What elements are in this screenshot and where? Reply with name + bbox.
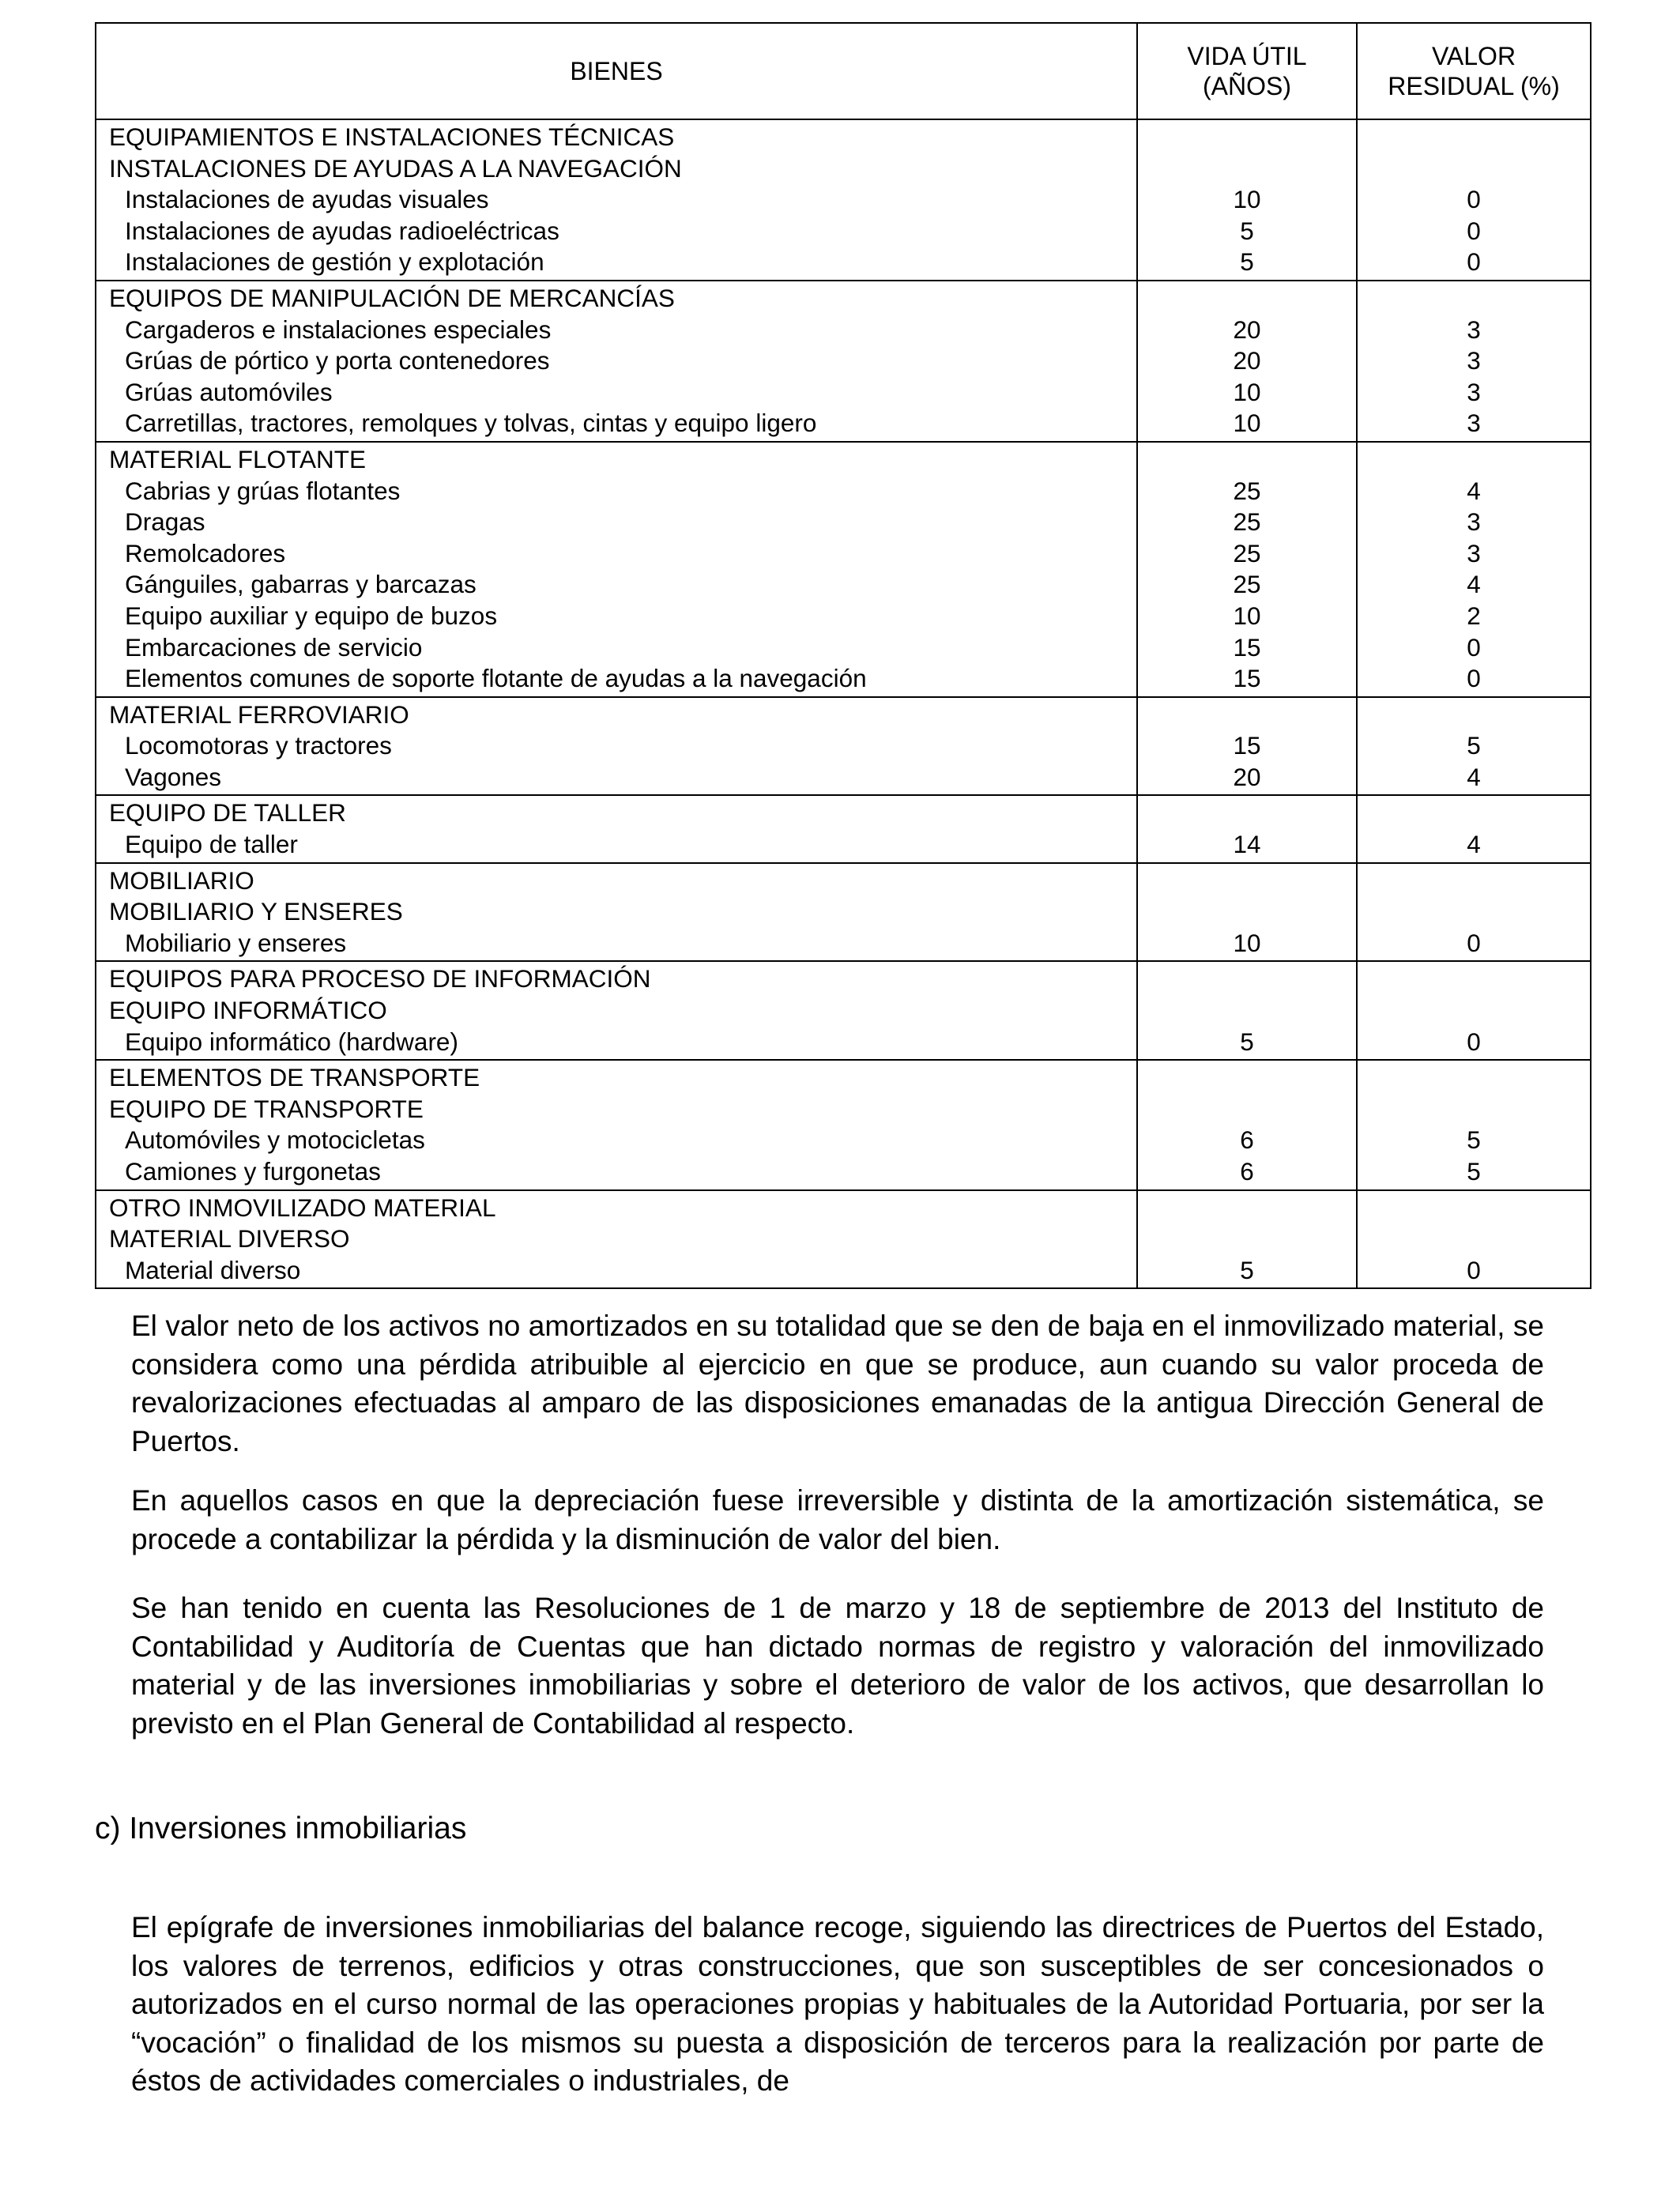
cell-vida-util [1137, 281, 1357, 442]
header-vida-util-line1: VIDA ÚTIL [1187, 42, 1307, 70]
cell-vida-util [1137, 442, 1357, 697]
valor-residual-value [1358, 699, 1590, 731]
cell-valor-residual [1357, 1190, 1591, 1289]
cell-vida-util [1137, 119, 1357, 281]
vida-util-value: 6 [1240, 1125, 1254, 1155]
vida-util-value: 5 [1240, 247, 1254, 277]
valor-residual-value: 4 [1467, 570, 1481, 599]
valor-residual-value: 3 [1467, 538, 1481, 567]
vida-util-value: 15 [1233, 632, 1261, 662]
valor-residual-value: 3 [1467, 377, 1481, 406]
vida-util-value: 15 [1233, 731, 1261, 760]
valor-residual-value: 0 [1467, 632, 1481, 662]
vida-util-value: 25 [1233, 570, 1261, 599]
paragraph-depreciacion: En aquellos casos en que la depreciación fuese irreversible y distinta de la amortización sistemática, se procede a contabilizar la pérdida y la disminución de valor del bien. [131, 1484, 1544, 1555]
valor-residual-value: 0 [1467, 1255, 1481, 1284]
vida-util-value [1138, 1223, 1356, 1255]
vida-util-value [1138, 444, 1356, 476]
valor-residual-value [1358, 153, 1590, 185]
vida-util-value: 5 [1240, 216, 1254, 245]
valor-residual-value [1358, 122, 1590, 153]
asset-item-label: Equipo auxiliar y equipo de buzos [125, 601, 498, 630]
table-body [96, 119, 1591, 1288]
asset-category-label: EQUIPOS DE MANIPULACIÓN DE MERCANCÍAS [109, 283, 675, 312]
asset-item-label: Grúas automóviles [125, 377, 333, 406]
asset-item-label: Instalaciones de ayudas radioeléctricas [125, 216, 559, 245]
header-valor-residual [1357, 23, 1591, 119]
asset-category-label: EQUIPO INFORMÁTICO [109, 996, 387, 1025]
header-bienes: BIENES [96, 23, 1137, 119]
valor-residual-value [1358, 865, 1590, 897]
cell-vida-util [1137, 795, 1357, 862]
vida-util-value: 20 [1233, 762, 1261, 791]
asset-item-label: Equipo informático (hardware) [125, 1027, 458, 1056]
valor-residual-value [1358, 444, 1590, 476]
asset-item-label: Cargaderos e instalaciones especiales [125, 315, 552, 344]
valor-residual-value: 5 [1467, 731, 1481, 760]
vida-util-value: 20 [1233, 315, 1261, 344]
vida-util-value: 5 [1240, 1255, 1254, 1284]
valor-residual-value [1358, 797, 1590, 829]
valor-residual-value: 3 [1467, 507, 1481, 537]
cell-valor-residual [1357, 795, 1591, 862]
valor-residual-value: 4 [1467, 830, 1481, 859]
useful-life-table [95, 22, 1591, 1289]
cell-valor-residual [1357, 697, 1591, 796]
header-valor-residual-line1: VALOR [1431, 42, 1516, 70]
vida-util-value: 25 [1233, 538, 1261, 567]
valor-residual-value [1358, 1094, 1590, 1125]
asset-item-label: Vagones [125, 762, 222, 791]
table-group-row [96, 961, 1591, 1060]
cell-valor-residual [1357, 863, 1591, 962]
asset-category-label: EQUIPO DE TRANSPORTE [109, 1094, 424, 1123]
vida-util-value [1138, 283, 1356, 315]
vida-util-value [1138, 865, 1356, 897]
valor-residual-value [1358, 963, 1590, 995]
vida-util-value: 10 [1233, 928, 1261, 957]
cell-valor-residual [1357, 961, 1591, 1060]
asset-item-label: Locomotoras y tractores [125, 731, 392, 760]
vida-util-value: 25 [1233, 476, 1261, 505]
vida-util-value [1138, 1062, 1356, 1094]
valor-residual-value: 5 [1467, 1125, 1481, 1155]
asset-category-label: EQUIPO DE TALLER [109, 798, 346, 827]
valor-residual-value: 0 [1467, 664, 1481, 693]
valor-residual-value: 4 [1467, 762, 1481, 791]
valor-residual-value: 4 [1467, 476, 1481, 505]
cell-bienes [96, 795, 1137, 862]
asset-category-label: EQUIPOS PARA PROCESO DE INFORMACIÓN [109, 964, 651, 993]
asset-item-label: Camiones y furgonetas [125, 1157, 381, 1186]
vida-util-value: 14 [1233, 830, 1261, 859]
asset-category-label: MOBILIARIO Y ENSERES [109, 897, 403, 926]
table-group-row [96, 281, 1591, 442]
cell-bienes [96, 961, 1137, 1060]
vida-util-value: 25 [1233, 507, 1261, 537]
cell-bienes [96, 697, 1137, 796]
asset-category-label: MATERIAL FLOTANTE [109, 444, 366, 473]
cell-vida-util [1137, 961, 1357, 1060]
cell-vida-util [1137, 863, 1357, 962]
section-heading-inversiones: c) Inversiones inmobiliarias [95, 1811, 467, 1845]
paragraph-resoluciones: Se han tenido en cuenta las Resoluciones de 1 de marzo y 18 de septiembre de 2013 del Instituto de Contabilidad y Auditoría de Cuentas que han dictado normas de registro y valoración del inmovilizado material y de las inversiones inmobiliarias y sobre el deterioro de valor de los activos, que desarrollan lo previsto en el Plan General de Contabilidad al respecto. [131, 1592, 1544, 1740]
valor-residual-value: 0 [1467, 216, 1481, 245]
vida-util-value [1138, 896, 1356, 928]
table-group-row [96, 442, 1591, 697]
vida-util-value [1138, 963, 1356, 995]
asset-item-label: Material diverso [125, 1255, 301, 1284]
vida-util-value [1138, 122, 1356, 153]
cell-bienes [96, 119, 1137, 281]
valor-residual-value: 3 [1467, 409, 1481, 438]
cell-bienes [96, 442, 1137, 697]
asset-category-label: INSTALACIONES DE AYUDAS A LA NAVEGACIÓN [109, 153, 682, 183]
asset-category-label: MATERIAL DIVERSO [109, 1224, 350, 1253]
asset-item-label: Automóviles y motocicletas [125, 1125, 425, 1155]
asset-item-label: Cabrias y grúas flotantes [125, 476, 401, 505]
vida-util-value [1138, 699, 1356, 731]
cell-valor-residual [1357, 442, 1591, 697]
vida-util-value [1138, 1193, 1356, 1224]
vida-util-value [1138, 797, 1356, 829]
asset-item-label: Embarcaciones de servicio [125, 632, 423, 662]
cell-bienes [96, 1190, 1137, 1289]
asset-item-label: Mobiliario y enseres [125, 928, 347, 957]
paragraph-baja-activos: El valor neto de los activos no amortizados en su totalidad que se den de baja en el inmovilizado material, se considera como una pérdida atribuible al ejercicio en que se produce, aun cuando su valor proceda de revalorizaciones efectuadas al amparo de las disposiciones emanadas de la antigua Dirección General de Puertos. [131, 1310, 1544, 1457]
valor-residual-value: 2 [1467, 601, 1481, 630]
valor-residual-value [1358, 1193, 1590, 1224]
asset-item-label: Instalaciones de ayudas visuales [125, 185, 489, 214]
table-group-row [96, 1060, 1591, 1189]
vida-util-value [1138, 153, 1356, 185]
table-group-row [96, 119, 1591, 281]
cell-vida-util [1137, 1060, 1357, 1189]
vida-util-value: 10 [1233, 377, 1261, 406]
paragraph-inversiones-inmobiliarias: El epígrafe de inversiones inmobiliarias del balance recoge, siguiendo las directrices de Puertos del Estado, los valores de terrenos, edificios y otras construcciones, que son susceptibles de ser concesionados o autorizados en el curso normal de las operaciones propias y habituales de la Autoridad Portuaria, por ser la “vocación” o finalidad de los mismos su puesta a disposición de terceros para la realización por parte de éstos de actividades comerciales o industriales, de [131, 1911, 1544, 2097]
valor-residual-value: 0 [1467, 185, 1481, 214]
asset-item-label: Carretillas, tractores, remolques y tolvas, cintas y equipo ligero [125, 409, 817, 438]
cell-bienes [96, 1060, 1137, 1189]
header-vida-util-line2: (AÑOS) [1203, 72, 1291, 100]
asset-item-label: Elementos comunes de soporte flotante de ayudas a la navegación [125, 664, 867, 693]
valor-residual-value [1358, 283, 1590, 315]
table-header-row [96, 23, 1591, 119]
valor-residual-value [1358, 1062, 1590, 1094]
valor-residual-value: 0 [1467, 928, 1481, 957]
valor-residual-value: 3 [1467, 315, 1481, 344]
asset-item-label: Equipo de taller [125, 830, 298, 859]
cell-bienes [96, 281, 1137, 442]
cell-bienes [96, 863, 1137, 962]
cell-vida-util [1137, 1190, 1357, 1289]
vida-util-value: 5 [1240, 1027, 1254, 1056]
header-valor-residual-line2: RESIDUAL (%) [1388, 72, 1560, 100]
asset-item-label: Remolcadores [125, 538, 286, 567]
vida-util-value: 20 [1233, 346, 1261, 375]
vida-util-value: 10 [1233, 409, 1261, 438]
vida-util-value [1138, 1094, 1356, 1125]
table-group-row [96, 1190, 1591, 1289]
asset-item-label: Instalaciones de gestión y explotación [125, 247, 544, 277]
vida-util-value [1138, 995, 1356, 1027]
valor-residual-value [1358, 896, 1590, 928]
vida-util-value: 6 [1240, 1157, 1254, 1186]
vida-util-value: 10 [1233, 185, 1261, 214]
valor-residual-value: 3 [1467, 346, 1481, 375]
asset-item-label: Gánguiles, gabarras y barcazas [125, 570, 477, 599]
vida-util-value: 10 [1233, 601, 1261, 630]
valor-residual-value: 5 [1467, 1157, 1481, 1186]
header-vida-util [1137, 23, 1357, 119]
asset-category-label: MOBILIARIO [109, 865, 254, 895]
asset-category-label: OTRO INMOVILIZADO MATERIAL [109, 1193, 496, 1222]
valor-residual-value [1358, 995, 1590, 1027]
asset-category-label: EQUIPAMIENTOS E INSTALACIONES TÉCNICAS [109, 123, 675, 151]
cell-valor-residual [1357, 281, 1591, 442]
asset-item-label: Grúas de pórtico y porta contenedores [125, 346, 550, 375]
asset-category-label: MATERIAL FERROVIARIO [109, 699, 409, 729]
cell-valor-residual [1357, 1060, 1591, 1189]
valor-residual-value [1358, 1223, 1590, 1255]
valor-residual-value: 0 [1467, 247, 1481, 277]
vida-util-value: 15 [1233, 664, 1261, 693]
table-group-row [96, 697, 1591, 796]
table-group-row [96, 863, 1591, 962]
asset-category-label: ELEMENTOS DE TRANSPORTE [109, 1063, 480, 1092]
valor-residual-value: 0 [1467, 1027, 1481, 1056]
cell-vida-util [1137, 697, 1357, 796]
cell-valor-residual [1357, 119, 1591, 281]
table-group-row [96, 795, 1591, 862]
asset-item-label: Dragas [125, 507, 205, 537]
